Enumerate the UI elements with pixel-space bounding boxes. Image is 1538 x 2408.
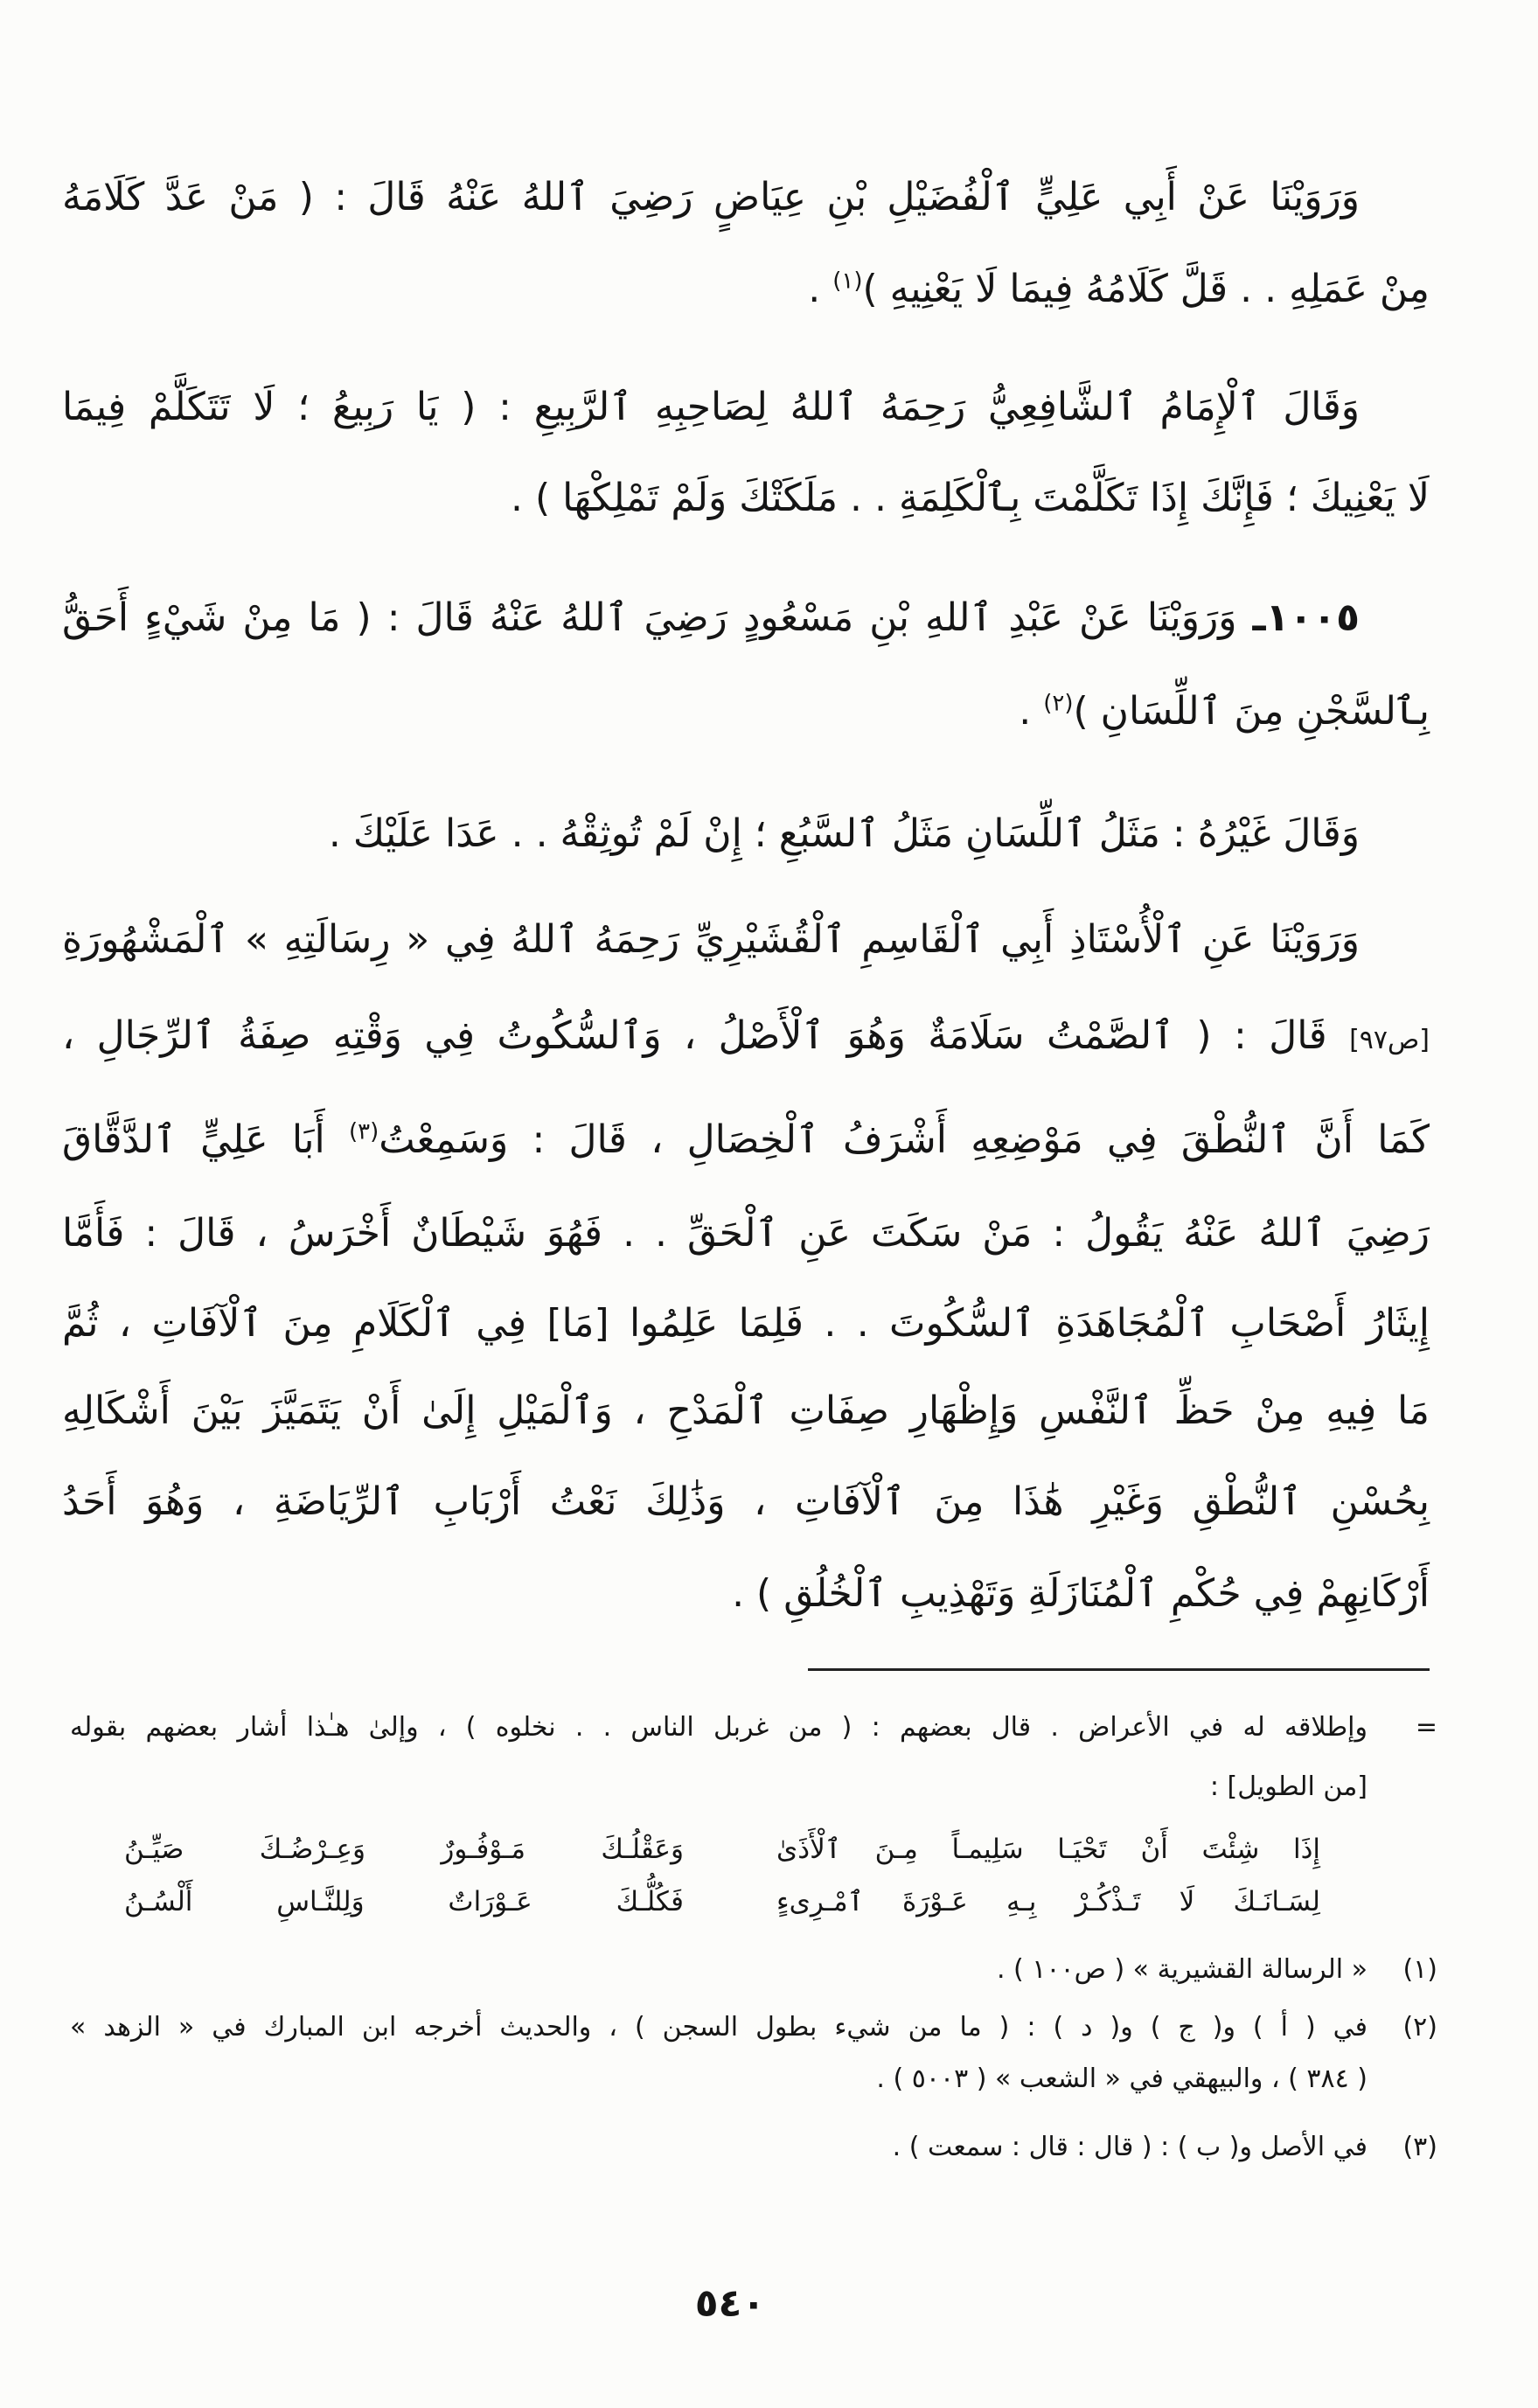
footnote-ref-1: (١) bbox=[832, 268, 863, 295]
poem-verse-2-second-hemistich: فَكُلُّـكَ عَـوْرَاتٌ وَلِلنَّـاسِ أَلْسُـنُ bbox=[124, 1886, 684, 1917]
poem-verse-2-first-hemistich: لِسَـانَـكَ لَا تَـذْكُـرْ بِـهِ عَـوْرَةَ ٱمْـرِىءٍ bbox=[776, 1886, 1320, 1917]
paragraph-1-line-2-end: . bbox=[808, 267, 833, 311]
paragraph-5-line-7 bbox=[62, 1458, 1430, 1546]
paragraph-3-line-2-text: بِٱلسَّجْنِ مِنَ ٱللِّسَانِ ) bbox=[1073, 689, 1430, 734]
paragraph-3-line-2-end: . bbox=[1019, 689, 1044, 734]
paragraph-5-line-3-text: كَمَا أَنَّ ٱلنُّطْقَ فِي مَوْضِعِهِ أَشْرَفُ ٱلْخِصَالِ ، قَالَ : وَسَمِعْتُ bbox=[379, 1117, 1430, 1162]
footnote-3-marker: (٣) bbox=[1402, 2132, 1437, 2162]
paragraph-5-line-3 bbox=[62, 1096, 1430, 1184]
paragraph-5-line-6-text: مَا فِيهِ مِنْ حَظِّ ٱلنَّفْسِ وَإِظْهَارِ صِفَاتِ ٱلْمَدْحِ ، وَٱلْمَيْلِ إِلَىٰ أَنْ يَتَمَيَّزَ بَيْنَ أَشْكَالِهِ bbox=[62, 1388, 1430, 1433]
paragraph-5-line-2 bbox=[62, 992, 1430, 1080]
paragraph-1-line-1-text: وَرَوَيْنَا عَنْ أَبِي عَلِيٍّ ٱلْفُضَيْلِ بْنِ عِيَاضٍ رَضِيَ ٱللهُ عَنْهُ قَالَ : ( مَنْ عَدَّ كَلَامَهُ bbox=[62, 175, 1360, 219]
footnote-ref-2: (٢) bbox=[1043, 690, 1074, 717]
paragraph-5-line-5-text: إِيثَارُ أَصْحَابِ ٱلْمُجَاهَدَةِ ٱلسُّكُوتَ . . فَلِمَا عَلِمُوا [مَا] فِي ٱلْكَلَامِ مِنَ ٱلْآفَاتِ ، ثُمَّ bbox=[62, 1301, 1430, 1346]
paragraph-5-line-8 bbox=[62, 1550, 1430, 1638]
paragraph-2-line-1-text: وَقَالَ ٱلْإِمَامُ ٱلشَّافِعِيُّ رَحِمَهُ ٱللهُ لِصَاحِبِهِ ٱلرَّبِيعِ : ( يَا رَبِيعُ ؛ لَا تَتَكَلَّمْ فِيمَا bbox=[62, 385, 1360, 429]
footnote-2-marker: (٢) bbox=[1402, 2012, 1437, 2043]
continuation-mark: = bbox=[1415, 1712, 1437, 1743]
paragraph-5-line-7-text: بِحُسْنِ ٱلنُّطْقِ وَغَيْرِ هَٰذَا مِنَ ٱلْآفَاتِ ، وَذَٰلِكَ نَعْتُ أَرْبَابِ ٱلرِّيَاضَةِ ، وَهُوَ أَحَدُ bbox=[62, 1479, 1430, 1524]
paragraph-5-line-4 bbox=[62, 1190, 1430, 1277]
paragraph-5-line-1-text: وَرَوَيْنَا عَنِ ٱلْأُسْتَاذِ أَبِي ٱلْقَاسِمِ ٱلْقُشَيْرِيِّ رَحِمَهُ ٱللهُ فِي « رِسَالَتِهِ » ٱلْمَشْهُورَةِ bbox=[62, 917, 1360, 962]
poem-meter: [من الطويل] : bbox=[1209, 1771, 1367, 1802]
footnote-3-text: في الأصل و( ب ) : ( قال : قال : سمعت ) . bbox=[892, 2132, 1367, 2162]
paragraph-1-line-2 bbox=[62, 246, 1430, 333]
hadith-number: ١٠٠٥ـ bbox=[1252, 595, 1360, 640]
paragraph-5-line-5 bbox=[62, 1280, 1430, 1368]
paragraph-3-line-2 bbox=[62, 668, 1430, 755]
paragraph-1-line-2-text: مِنْ عَمَلِهِ . . قَلَّ كَلَامُهُ فِيمَا لَا يَعْنِيهِ ) bbox=[862, 267, 1430, 311]
footnote-2-text-line-2: ( ٣٨٤ ) ، والبيهقي في « الشعب » ( ٥٠٠٣ ) . bbox=[876, 2064, 1367, 2094]
poem-verse-1-first-hemistich: إِذَا شِئْتَ أَنْ تَحْيَـا سَلِيمـاً مِـنَ ٱلْأَذَىٰ bbox=[776, 1834, 1320, 1865]
paragraph-5-line-3-end: أَبَا عَلِيٍّ ٱلدَّقَّاقَ bbox=[62, 1117, 349, 1162]
paragraph-4-line-1-text: وَقَالَ غَيْرُهُ : مَثَلُ ٱللِّسَانِ مَثَلُ ٱلسَّبُعِ ؛ إِنْ لَمْ تُوثِقْهُ . . عَدَا عَلَيْكَ . bbox=[328, 811, 1360, 856]
paragraph-3-line-1 bbox=[62, 574, 1360, 662]
paragraph-2-line-2 bbox=[62, 455, 1430, 542]
footnote-separator bbox=[808, 1668, 1430, 1671]
paragraph-5-line-8-text: أَرْكَانِهِمْ فِي حُكْمِ ٱلْمُنَازَلَةِ وَتَهْذِيبِ ٱلْخُلُقِ ) . bbox=[732, 1571, 1430, 1616]
manuscript-page-ref: [ص٩٧] bbox=[1349, 1025, 1430, 1055]
paragraph-5-line-2-text: قَالَ : ( ٱلصَّمْتُ سَلَامَةٌ وَهُوَ ٱلْأَصْلُ ، وَٱلسُّكُوتُ فِي وَقْتِهِ صِفَةُ ٱلرِّجَالِ ، bbox=[62, 1013, 1350, 1058]
footnote-ref-3: (٣) bbox=[348, 1118, 379, 1145]
paragraph-5-line-6 bbox=[62, 1368, 1430, 1455]
paragraph-2-line-1 bbox=[62, 364, 1360, 451]
footnote-1-marker: (١) bbox=[1402, 1954, 1437, 1985]
paragraph-4-line-1 bbox=[62, 790, 1360, 878]
footnote-2-text-line-1: في ( أ ) و( ج ) و( د ) : ( ما من شيء بطول السجن ) ، والحديث أخرجه ابن المبارك في « الزهد » bbox=[70, 2012, 1367, 2043]
paragraph-1-line-1 bbox=[62, 154, 1360, 241]
paragraph-2-line-2-text: لَا يَعْنِيكَ ؛ فَإِنَّكَ إِذَا تَكَلَّمْتَ بِٱلْكَلِمَةِ . . مَلَكَتْكَ وَلَمْ تَمْلِكْهَا ) . bbox=[511, 476, 1430, 520]
paragraph-5-line-1 bbox=[62, 896, 1360, 984]
paragraph-3-line-1-text: وَرَوَيْنَا عَنْ عَبْدِ ٱللهِ بْنِ مَسْعُودٍ رَضِيَ ٱللهُ عَنْهُ قَالَ : ( مَا مِنْ شَيْءٍ أَحَقُّ bbox=[62, 595, 1253, 640]
paragraph-5-line-4-text: رَضِيَ ٱللهُ عَنْهُ يَقُولُ : مَنْ سَكَتَ عَنِ ٱلْحَقِّ . . فَهُوَ شَيْطَانٌ أَخْرَسُ ، قَالَ : فَأَمَّا bbox=[62, 1211, 1430, 1256]
poem-verse-1-second-hemistich: وَعَقْلُـكَ مَـوْفُـورٌ وَعِـرْضُـكَ صَيِّـنُ bbox=[124, 1834, 684, 1865]
footnote-1-text: « الرسالة القشيرية » ( ص١٠٠ ) . bbox=[996, 1954, 1367, 1985]
footnote-continuation: وإطلاقه له في الأعراض . قال بعضهم : ( من غربل الناس . . نخلوه ) ، وإلىٰ هـٰذا أشار بعضهم بقوله bbox=[70, 1712, 1367, 1743]
page-number: ٥٤٠ bbox=[694, 2281, 766, 2326]
